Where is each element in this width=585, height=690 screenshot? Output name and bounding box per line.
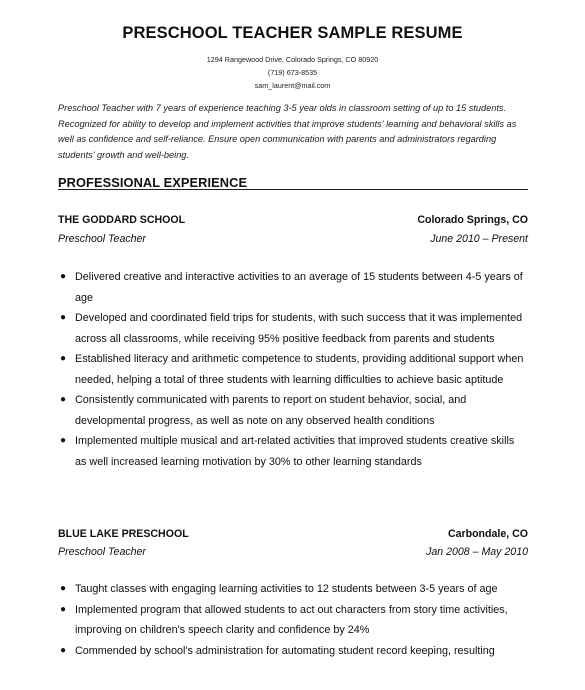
bullet-icon: ● [60,312,67,323]
list-item: ● Implemented program that allowed students to act out characters from story time activities, improving on children's speech clarity and confidence by 24% [58,600,528,641]
employer-location: Colorado Springs, CO [417,214,528,226]
bullet-icon: ● [60,435,67,446]
bullet-icon: ● [60,583,67,594]
list-item: ● Implemented multiple musical and art-related activities that improved students creative skills as well increased learning motivation by 30% to other learning standards [58,431,528,472]
job-role-goddard [58,233,528,247]
bullet-icon: ● [60,271,67,282]
job-title: Preschool Teacher [58,546,146,558]
section-heading-experience: PROFESSIONAL EXPERIENCE [58,175,248,190]
list-item: ● Commended by school's administration for automating student record keeping, resulting [58,641,528,662]
job-role-blue-lake [58,546,528,560]
employer-name: THE GODDARD SCHOOL [58,214,186,226]
list-item: ● Established literacy and arithmetic competence to students, providing additional support when needed, helping a total of three students with learning difficulties to achieve basic aptitude [58,349,528,390]
list-item: ● Taught classes with engaging learning activities to 12 students between 3-5 years of age [58,579,528,600]
list-item: ● Developed and coordinated field trips for students, with such success that it was implemented across all classrooms, while receiving 95% positive feedback from parents and students [58,308,528,349]
job-bullets-blue-lake [58,579,528,661]
contact-email: sam_laurent@mail.com [254,81,331,90]
bullet-icon: ● [60,353,67,364]
employer-name: BLUE LAKE PRESCHOOL [58,528,189,540]
resume-title: PRESCHOOL TEACHER SAMPLE RESUME [122,24,463,42]
job-bullets-goddard [58,267,528,472]
employer-location: Carbondale, CO [447,528,528,540]
contact-address: 1294 Rangewood Drive, Colorado Springs, CO 80920 [206,55,379,64]
professional-summary: Preschool Teacher with 7 years of experience teaching 3-5 year olds in classroom setting of up to 15 students. Recognized for ability to develop and implement activities that improve students' learning and behavioral skills as well as confidence and self-reliance. Ensure open communication with parents and administrators regarding students' growth and well-being. [58,103,517,160]
list-item: ● Consistently communicated with parents to report on student behavior, social, and developmental progress, as well as note on any observed health conditions [58,390,528,431]
bullet-icon: ● [60,644,67,656]
section-divider [58,189,528,190]
job-title: Preschool Teacher [58,233,146,245]
job-header-blue-lake [58,528,528,542]
bullet-icon: ● [60,394,67,405]
contact-phone: (719) 673-8535 [267,68,318,77]
list-item: ● Delivered creative and interactive activities to an average of 15 students between 4-5 years of age [58,267,528,308]
job-header-goddard [58,214,528,228]
job-dates: Jan 2008 – May 2010 [426,546,528,558]
bullet-icon: ● [60,603,67,615]
job-dates: June 2010 – Present [430,233,528,245]
